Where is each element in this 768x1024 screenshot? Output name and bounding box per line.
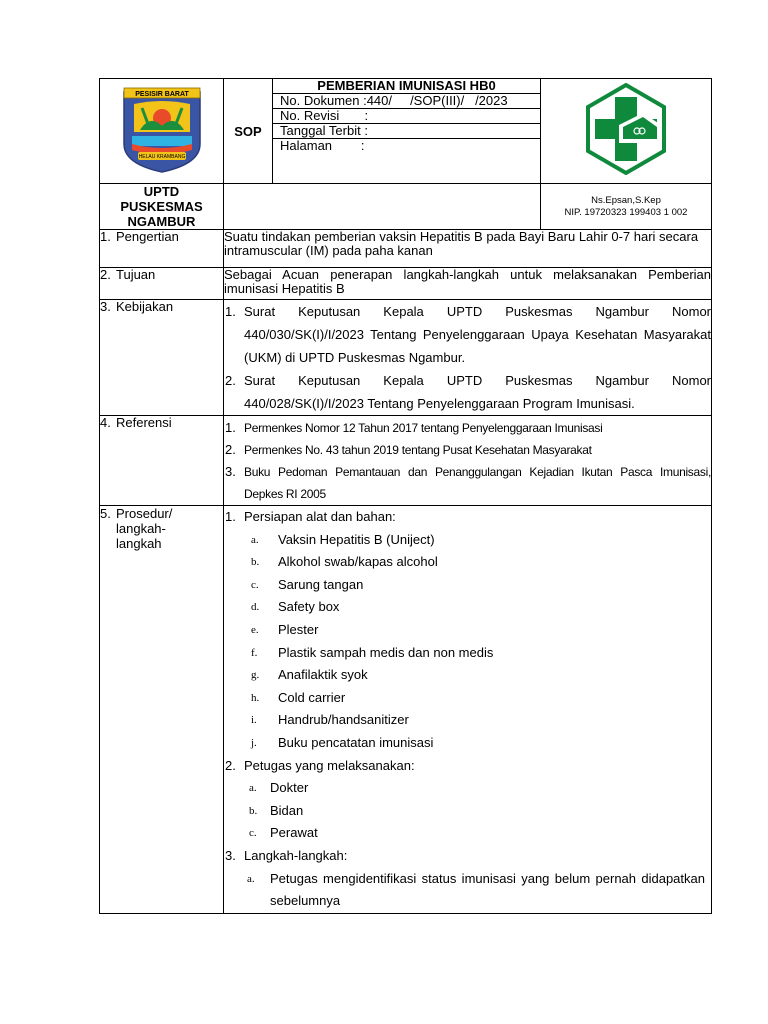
tanggal-terbit: Tanggal Terbit :: [273, 124, 540, 139]
regency-logo-cell: [100, 79, 224, 184]
document-title: PEMBERIAN IMUNISASI HB0: [273, 79, 541, 94]
alat-item: j. Buku pencatatan imunisasi: [251, 734, 434, 750]
blank-cell: [224, 184, 541, 230]
referensi-item: 1. Permenkes Nomor 12 Tahun 2017 tentang Penyelenggaraan Imunisasi: [225, 420, 603, 435]
petugas-item: a. Dokter: [249, 780, 309, 796]
section-prosedur: [224, 506, 712, 914]
no-dokumen: No. Dokumen :440/ /SOP(III)/ /2023: [273, 94, 540, 109]
alat-item: e. Plester: [251, 621, 319, 637]
no-revisi: No. Revisi :: [273, 109, 540, 124]
halaman: Halaman :: [280, 138, 365, 153]
alat-item: h. Cold carrier: [251, 689, 346, 705]
alat-item: b. Alkohol swab/kapas alcohol: [251, 554, 438, 570]
petugas-item: b. Bidan: [249, 802, 304, 818]
step-langkah: 3. Langkah-langkah:: [225, 847, 348, 863]
pesisir-barat-shield-icon: [120, 84, 204, 174]
section-label-referensi: 4. Referensi: [100, 416, 224, 506]
alat-item: d. Safety box: [251, 599, 340, 615]
section-label-tujuan: 2. Tujuan: [100, 268, 224, 300]
signer-nip: NIP. 19720323 199403 1 002: [564, 206, 688, 218]
section-kebijakan: [224, 300, 712, 416]
organization-name: UPTD PUSKESMAS NGAMBUR: [100, 184, 224, 230]
document-meta: [273, 94, 541, 184]
step-persiapan: 1. Persiapan alat dan bahan:: [225, 509, 396, 524]
svg-text:HELAU KRAMBANG: HELAU KRAMBANG: [138, 153, 185, 160]
section-label-pengertian: 1. Pengertian: [100, 230, 224, 268]
signature-block: [541, 184, 712, 230]
kebijakan-item: 2. Surat Keputusan Kepala UPTD Puskesmas Ngambur Nomor 440/028/SK(I)/I/2023 Tentang Penyelenggaraan Program Imunisasi.: [225, 373, 711, 411]
signer-name: Ns.Epsan,S.Kep: [591, 194, 661, 206]
svg-text:PESISIR BARAT: PESISIR BARAT: [134, 90, 189, 98]
header-table: [99, 78, 712, 230]
alat-item: f. Plastik sampah medis dan non medis: [251, 644, 494, 660]
referensi-item: 3. Buku Pedoman Pemantauan dan Penanggulangan Kejadian Ikutan Pasca Imunisasi, Depkes RI 2005: [225, 464, 711, 501]
langkah-item: a. Petugas mengidentifikasi status imunisasi yang belum pernah didapatkan sebelumnya: [247, 870, 705, 909]
section-label-kebijakan: 3. Kebijakan: [100, 300, 224, 416]
petugas-item: c. Perawat: [249, 825, 318, 841]
sop-label: SOP: [224, 79, 273, 184]
content-table: [99, 229, 712, 914]
alat-item: g. Anafilaktik syok: [251, 667, 368, 683]
section-label-prosedur: 5. Prosedur/ langkah- langkah: [100, 506, 224, 914]
section-referensi: [224, 416, 712, 506]
referensi-item: 2. Permenkes No. 43 tahun 2019 tentang Pusat Kesehatan Masyarakat: [225, 442, 592, 457]
alat-item: i. Handrub/handsanitizer: [251, 712, 409, 728]
sop-document: [99, 78, 711, 914]
puskesmas-logo-icon: [585, 83, 667, 175]
section-pengertian: Suatu tindakan pemberian vaksin Hepatitis B pada Bayi Baru Lahir 0-7 hari secara intramuscular (IM) pada paha kanan: [224, 230, 712, 268]
step-petugas: 2. Petugas yang melaksanakan:: [225, 757, 415, 773]
puskesmas-logo-cell: [541, 79, 712, 184]
kebijakan-item: 1. Surat Keputusan Kepala UPTD Puskesmas Ngambur Nomor 440/030/SK(I)/I/2023 Tentang Penyelenggaraan Upaya Kesehatan Masyarakat (UKM) di UPTD Puskesmas Ngambur.: [225, 304, 711, 365]
section-tujuan: Sebagai Acuan penerapan langkah-langkah untuk melaksanakan Pemberian imunisasi Hepatitis B: [224, 268, 712, 300]
alat-item: c. Sarung tangan: [251, 576, 364, 592]
alat-item: a. Vaksin Hepatitis B (Uniject): [251, 531, 435, 547]
